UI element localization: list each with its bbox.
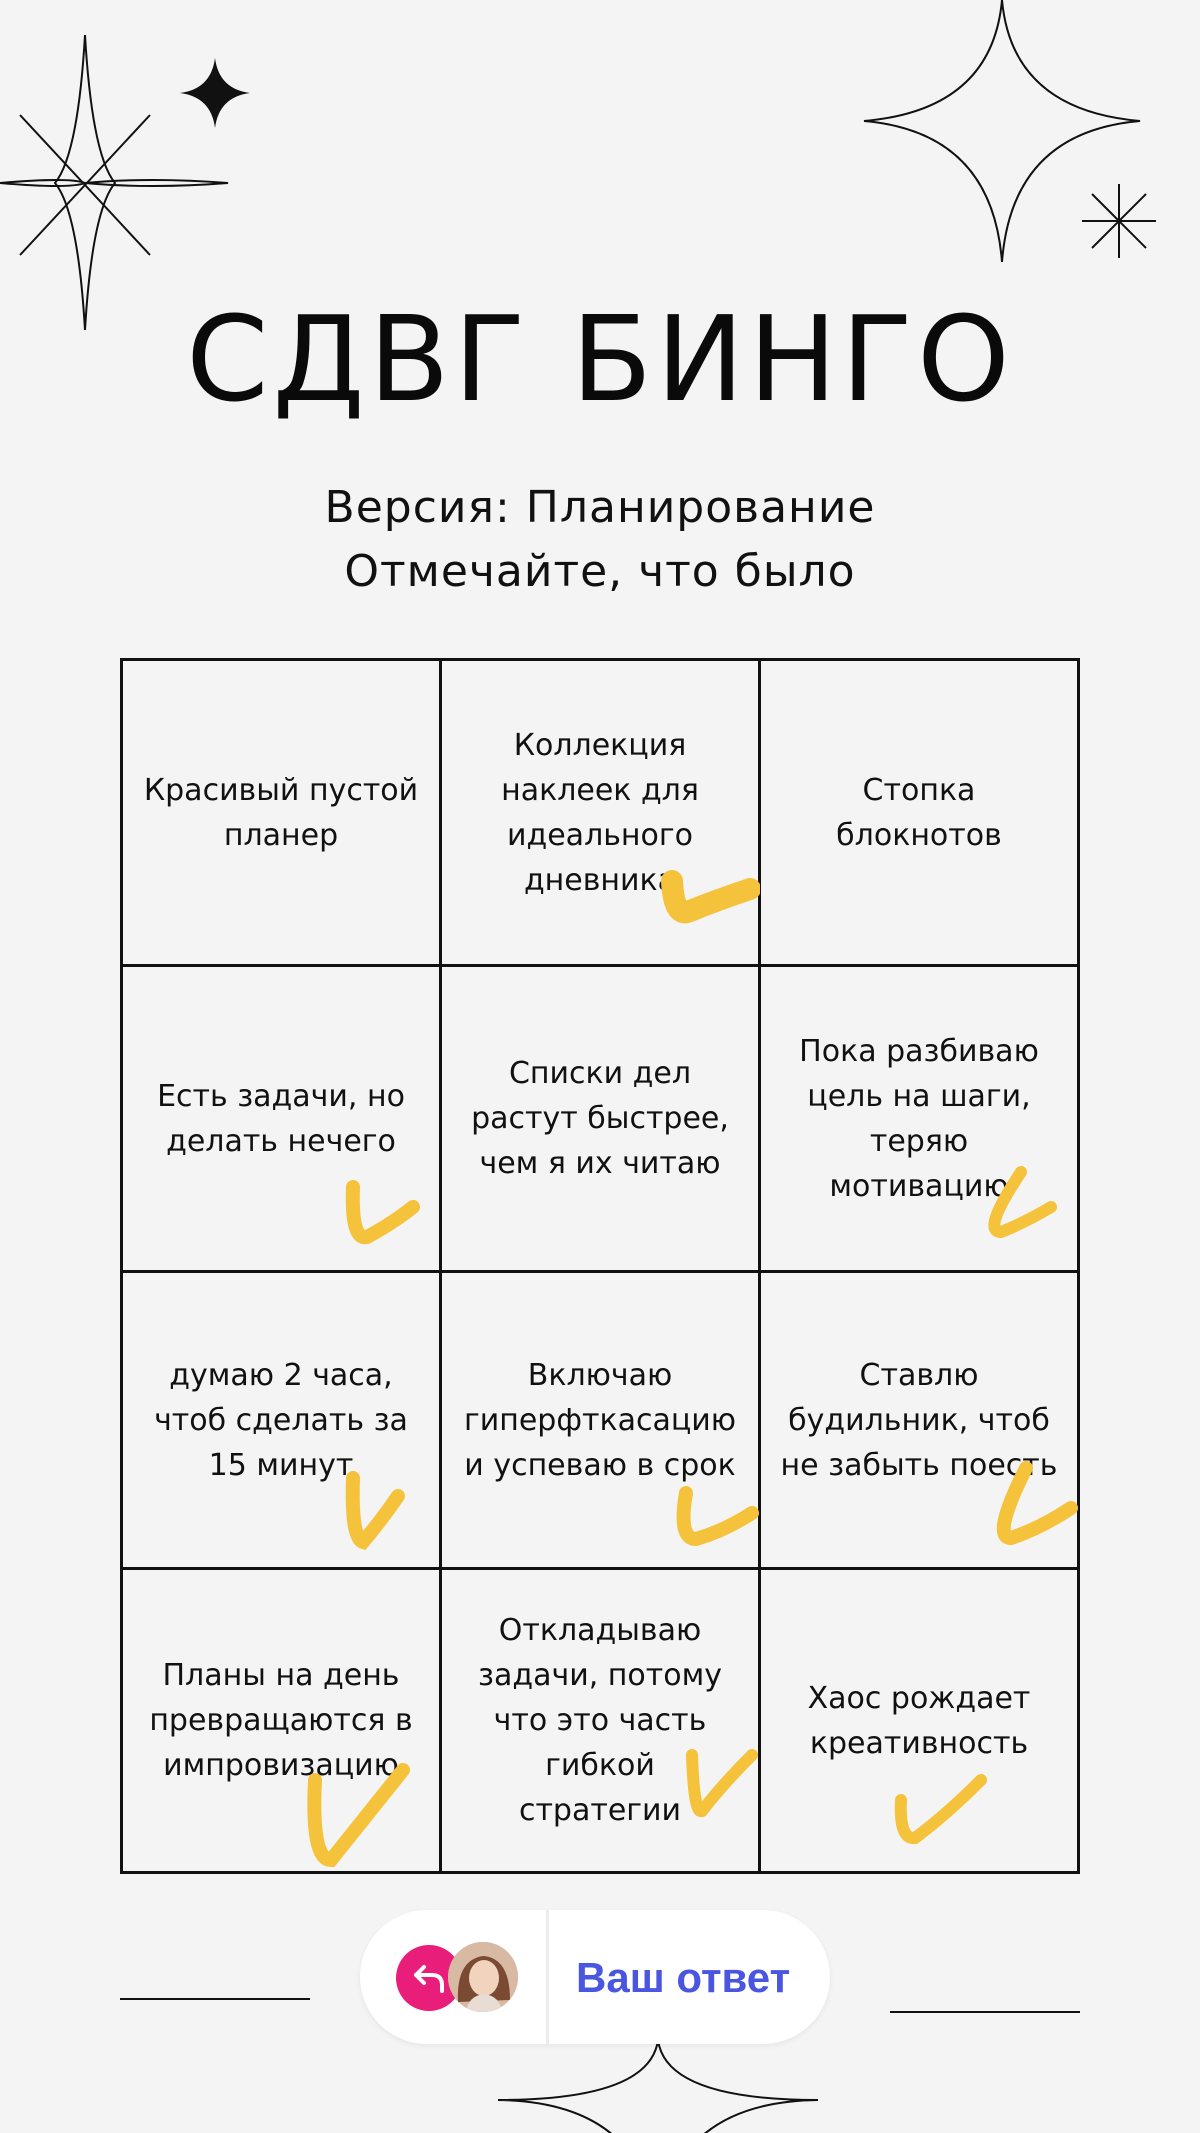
bingo-cell-text: Откладываю задачи, потому что это часть гибкой стратегии bbox=[478, 1613, 722, 1828]
page-title: СДВГ БИНГО bbox=[186, 290, 1014, 428]
bingo-cell[interactable] bbox=[761, 1273, 1077, 1570]
avatar[interactable] bbox=[448, 1942, 518, 2012]
check-mark-icon bbox=[672, 1483, 762, 1553]
bingo-cell[interactable] bbox=[442, 967, 761, 1273]
bingo-cell-text: думаю 2 часа, чтоб сделать за 15 минут bbox=[154, 1357, 408, 1483]
reply-arrow-icon bbox=[410, 1959, 448, 1997]
bingo-cell[interactable] bbox=[123, 1273, 442, 1570]
bingo-cell[interactable] bbox=[123, 1570, 442, 1871]
bingo-cell[interactable] bbox=[123, 661, 442, 967]
bingo-grid bbox=[120, 658, 1080, 1874]
bingo-cell-text: Есть задачи, но делать нечего bbox=[157, 1078, 405, 1159]
divider-line-right bbox=[890, 2011, 1080, 2013]
reply-input-label[interactable]: Ваш ответ bbox=[576, 1954, 791, 2001]
bingo-cell-text: Коллекция наклеек для идеального дневника bbox=[501, 727, 699, 898]
check-mark-icon bbox=[891, 1760, 991, 1850]
bingo-cell-text: Пока разбиваю цель на шаги, теряю мотивацию bbox=[799, 1033, 1039, 1204]
check-mark-icon bbox=[343, 1177, 423, 1257]
subtitle-version: Версия: Планирование bbox=[324, 482, 876, 533]
reply-bar-divider bbox=[546, 1910, 549, 2044]
star-bottom-icon bbox=[498, 2040, 818, 2133]
bingo-cell[interactable] bbox=[442, 1570, 761, 1871]
star-small-solid-icon bbox=[180, 58, 250, 128]
reply-bar[interactable] bbox=[360, 1910, 830, 2044]
bingo-cell[interactable] bbox=[761, 1570, 1077, 1871]
bingo-cell[interactable] bbox=[442, 661, 761, 967]
star-burst-right-icon bbox=[1082, 184, 1156, 258]
bingo-cell[interactable] bbox=[442, 1273, 761, 1570]
bingo-cell[interactable] bbox=[123, 967, 442, 1273]
bingo-cell-text: Планы на день превращаются в импровизацию bbox=[149, 1658, 413, 1783]
bingo-cell-text: Включаю гиперфткасацию и успеваю в срок bbox=[463, 1357, 737, 1483]
bingo-cell[interactable] bbox=[761, 661, 1077, 967]
bingo-cell-text: Хаос рождает креативность bbox=[807, 1680, 1031, 1761]
bingo-cell-text: Списки дел растут быстрее, чем я их читаю bbox=[471, 1056, 729, 1181]
bingo-cell-text: Красивый пустой планер bbox=[143, 772, 419, 853]
bingo-cell-text: Ставлю будильник, чтоб не забыть поесть bbox=[780, 1357, 1058, 1483]
bingo-cell[interactable] bbox=[761, 967, 1077, 1273]
bingo-cell-text: Стопка блокнотов bbox=[836, 772, 1002, 853]
divider-line-left bbox=[120, 1998, 310, 2000]
subtitle-instruction: Отмечайте, что было bbox=[344, 546, 856, 597]
